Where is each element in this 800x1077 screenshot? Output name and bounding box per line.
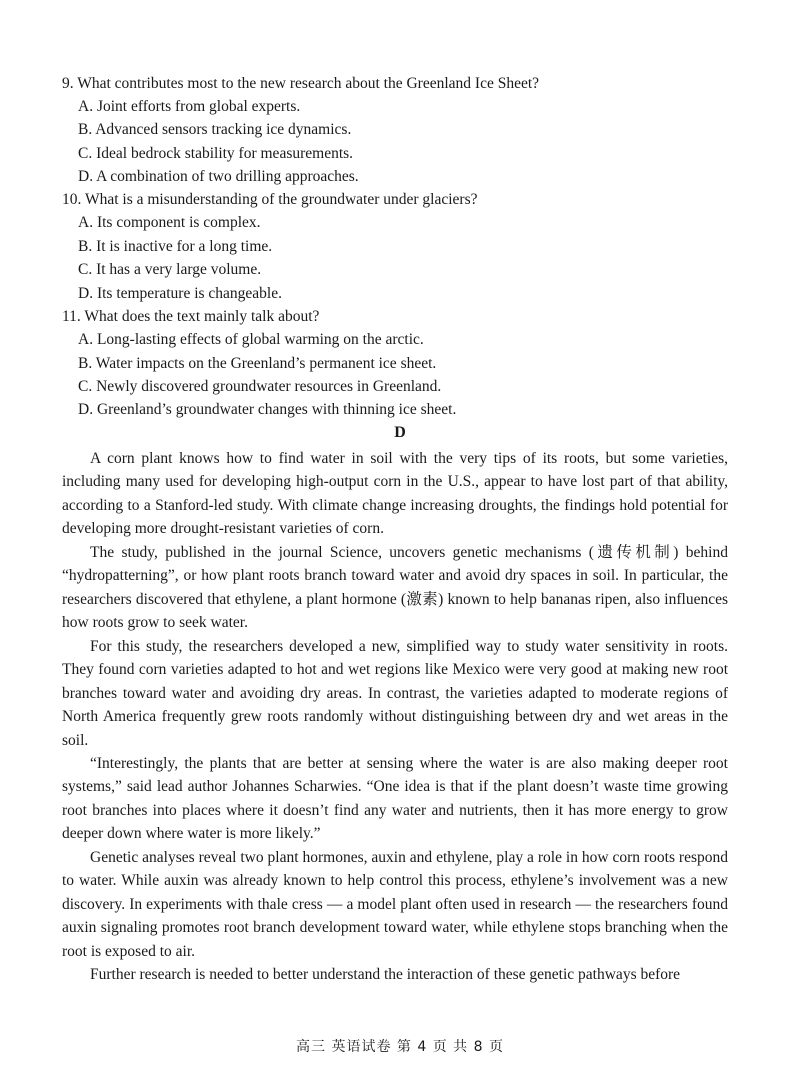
question-9-stem: 9. What contributes most to the new research about the Greenland Ice Sheet? bbox=[62, 75, 540, 92]
question-9-option-b: B. Advanced sensors tracking ice dynamics. bbox=[78, 121, 352, 138]
section-d-title: D bbox=[394, 424, 406, 441]
question-10-option-c: C. It has a very large volume. bbox=[78, 261, 262, 278]
question-11-option-c: C. Newly discovered groundwater resources in Greenland. bbox=[78, 378, 442, 395]
question-9-option-d: D. A combination of two drilling approaches. bbox=[78, 168, 359, 185]
question-10-stem: 10. What is a misunderstanding of the groundwater under glaciers? bbox=[62, 191, 478, 208]
question-11-stem: 11. What does the text mainly talk about? bbox=[62, 308, 320, 325]
question-11-option-a: A. Long-lasting effects of global warming on the arctic. bbox=[78, 331, 424, 348]
question-9-option-c: C. Ideal bedrock stability for measurements. bbox=[78, 145, 354, 162]
question-11-option-d: D. Greenland’s groundwater changes with thinning ice sheet. bbox=[78, 401, 457, 418]
question-10-option-a: A. Its component is complex. bbox=[78, 214, 261, 231]
passage-paragraph-2: The study, published in the journal Science, uncovers genetic mechanisms (遗传机制) behind “hydropatterning”, or how plant roots branch toward water and avoid dry spaces in soil. In particular, the researchers discovered that ethylene, a plant hormone (激素) known to help bananas ripen, also influences how roots grow to seek water. bbox=[62, 544, 728, 632]
passage-paragraph-5: Genetic analyses reveal two plant hormones, auxin and ethylene, play a role in how corn roots respond to water. While auxin was already known to help control this process, ethylene’s involvement was a new discovery. In experiments with thale cress — a model plant often used in research — the researchers found auxin signaling promotes root branch development toward water, while ethylene stops branching when the root is exposed to air. bbox=[62, 849, 728, 960]
passage-paragraph-4: “Interestingly, the plants that are better at sensing where the water is are also making deeper root systems,” said lead author Johannes Scharwies. “One idea is that if the plant doesn’t waste time growing root branches into places where it doesn’t find any water and nutrients, then it has more energy to grow deeper down where water is more likely.” bbox=[62, 755, 728, 843]
question-11-option-b: B. Water impacts on the Greenland’s permanent ice sheet. bbox=[78, 355, 437, 372]
question-10-option-b: B. It is inactive for a long time. bbox=[78, 238, 273, 255]
passage-paragraph-3: For this study, the researchers developed a new, simplified way to study water sensitivity in roots. They found corn varieties adapted to hot and wet regions like Mexico were very good at making new root branches toward water and avoiding dry areas. In contrast, the varieties adapted to moderate regions of North America frequently grew roots randomly without distinguishing between dry and wet areas in the soil. bbox=[62, 638, 728, 749]
question-9-option-a: A. Joint efforts from global experts. bbox=[78, 98, 301, 115]
question-10-option-d: D. Its temperature is changeable. bbox=[78, 285, 282, 302]
passage-paragraph-1: A corn plant knows how to find water in soil with the very tips of its roots, but some varieties, including many used for developing high-output corn in the U.S., appear to have lost part of that ability, according to a Stanford-led study. With climate change increasing droughts, the findings hold potential for developing more drought-resistant varieties of corn. bbox=[62, 450, 728, 538]
page-footer: 高三 英语试卷 第 4 页 共 8 页 bbox=[296, 1039, 504, 1055]
passage-paragraph-6: Further research is needed to better understand the interaction of these genetic pathways before bbox=[90, 966, 681, 983]
